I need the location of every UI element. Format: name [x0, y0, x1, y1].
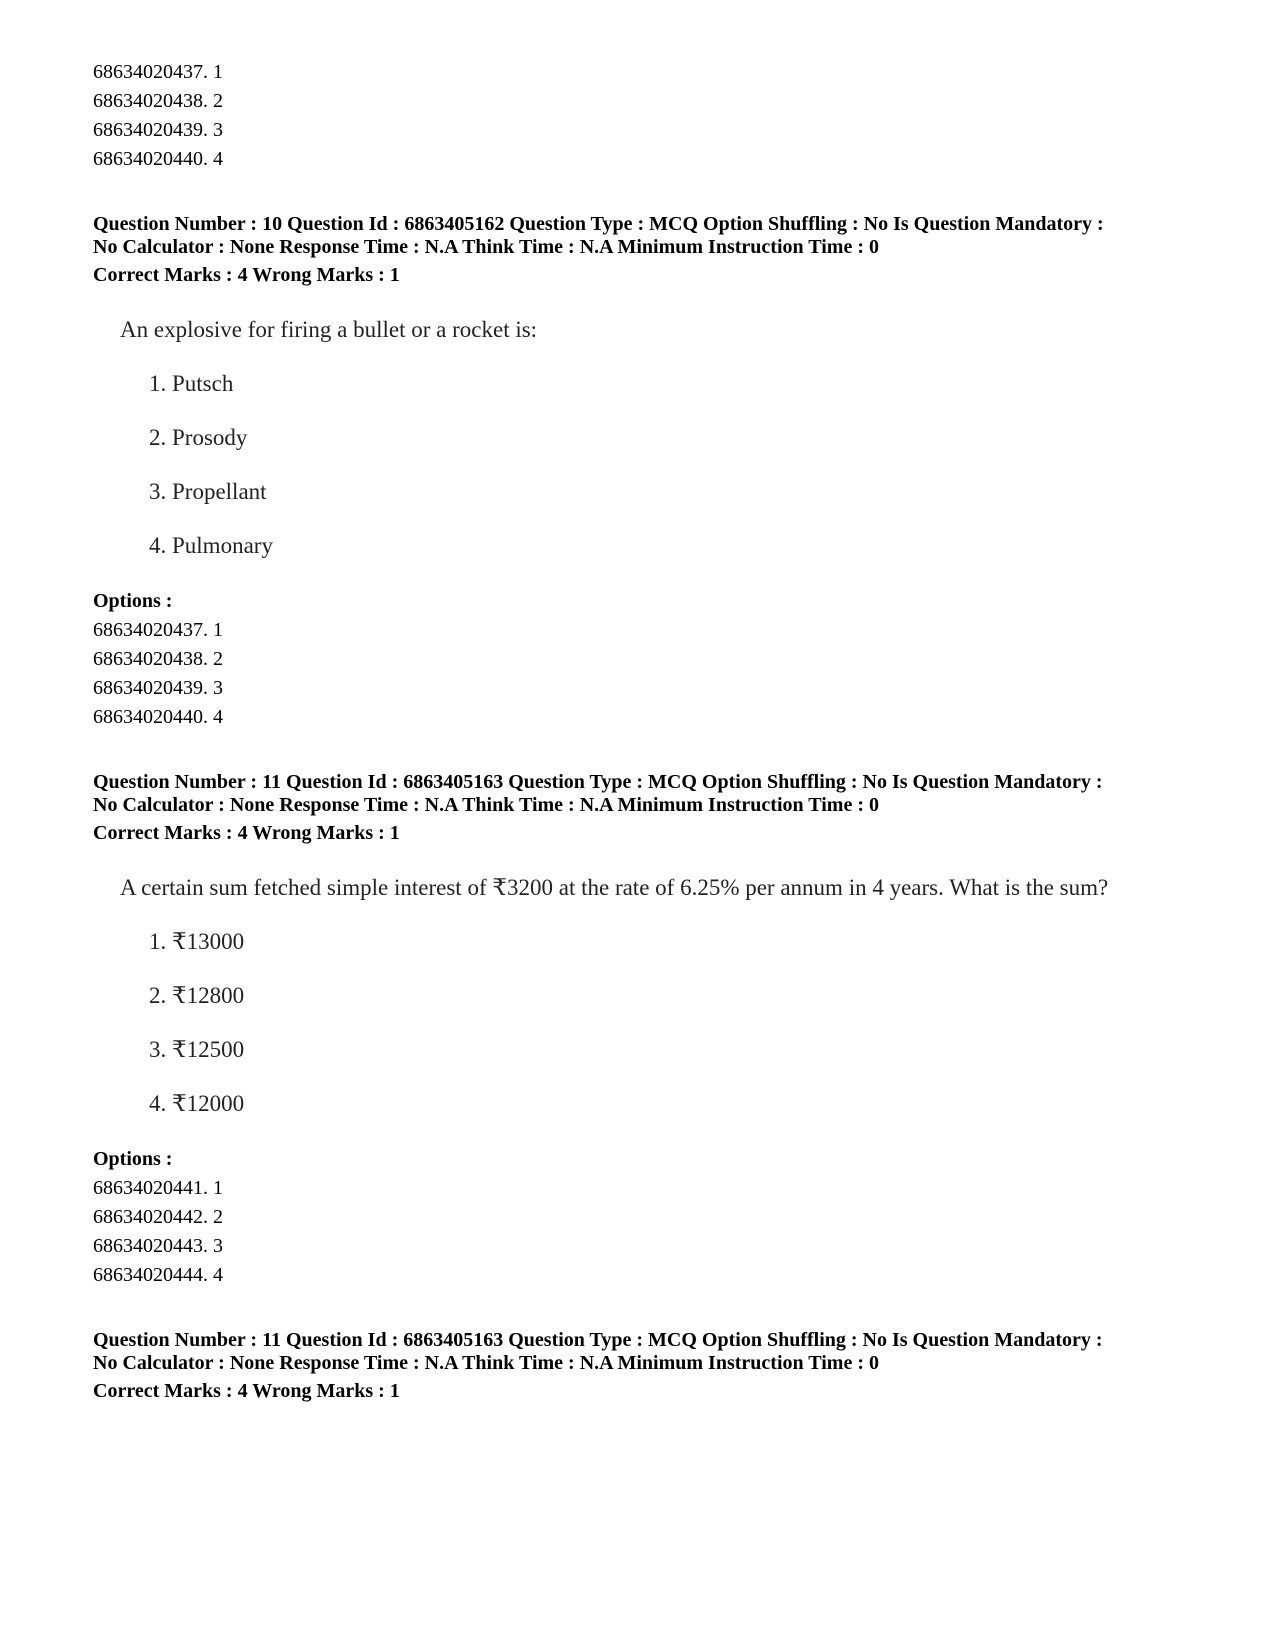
option-line: 68634020437. 1: [93, 61, 223, 83]
option-line: 68634020439. 3: [93, 677, 223, 699]
question-meta-line: Question Number : 10 Question Id : 6863405162 Question Type : MCQ Option Shuffling : No Is Question Mandatory :: [93, 213, 1104, 235]
option-line: 68634020442. 2: [93, 1206, 223, 1228]
answer-choice: 2. ₹12800: [149, 983, 245, 1008]
question-meta-line: No Calculator : None Response Time : N.A Think Time : N.A Minimum Instruction Time : 0: [93, 236, 879, 258]
question-meta-line: No Calculator : None Response Time : N.A Think Time : N.A Minimum Instruction Time : 0: [93, 1352, 879, 1374]
answer-choice: 4. Pulmonary: [149, 533, 273, 558]
options-label: Options :: [93, 590, 173, 612]
question-text: An explosive for firing a bullet or a rocket is:: [120, 317, 538, 342]
question-meta-line: Question Number : 11 Question Id : 6863405163 Question Type : MCQ Option Shuffling : No Is Question Mandatory :: [93, 1329, 1103, 1351]
question-meta-line: Question Number : 11 Question Id : 6863405163 Question Type : MCQ Option Shuffling : No Is Question Mandatory :: [93, 771, 1103, 793]
option-line: 68634020440. 4: [93, 706, 223, 728]
options-label: Options :: [93, 1148, 173, 1170]
option-line: 68634020440. 4: [93, 148, 223, 170]
question-marks: Correct Marks : 4 Wrong Marks : 1: [93, 264, 400, 286]
question-marks: Correct Marks : 4 Wrong Marks : 1: [93, 1380, 400, 1402]
question-text: A certain sum fetched simple interest of ₹3200 at the rate of 6.25% per annum in 4 years. What is the sum?: [120, 875, 1109, 900]
option-line: 68634020438. 2: [93, 648, 223, 670]
answer-choice: 3. ₹12500: [149, 1037, 245, 1062]
question-meta-line: No Calculator : None Response Time : N.A Think Time : N.A Minimum Instruction Time : 0: [93, 794, 879, 816]
question-marks: Correct Marks : 4 Wrong Marks : 1: [93, 822, 400, 844]
option-line: 68634020437. 1: [93, 619, 223, 641]
option-line: 68634020443. 3: [93, 1235, 223, 1257]
answer-choice: 2. Prosody: [149, 425, 248, 450]
answer-choice: 4. ₹12000: [149, 1091, 245, 1116]
answer-choice: 1. Putsch: [149, 371, 234, 396]
option-line: 68634020438. 2: [93, 90, 223, 112]
option-line: 68634020441. 1: [93, 1177, 223, 1199]
answer-choice: 1. ₹13000: [149, 929, 245, 954]
answer-choice: 3. Propellant: [149, 479, 267, 504]
option-line: 68634020439. 3: [93, 119, 223, 141]
option-line: 68634020444. 4: [93, 1264, 223, 1286]
